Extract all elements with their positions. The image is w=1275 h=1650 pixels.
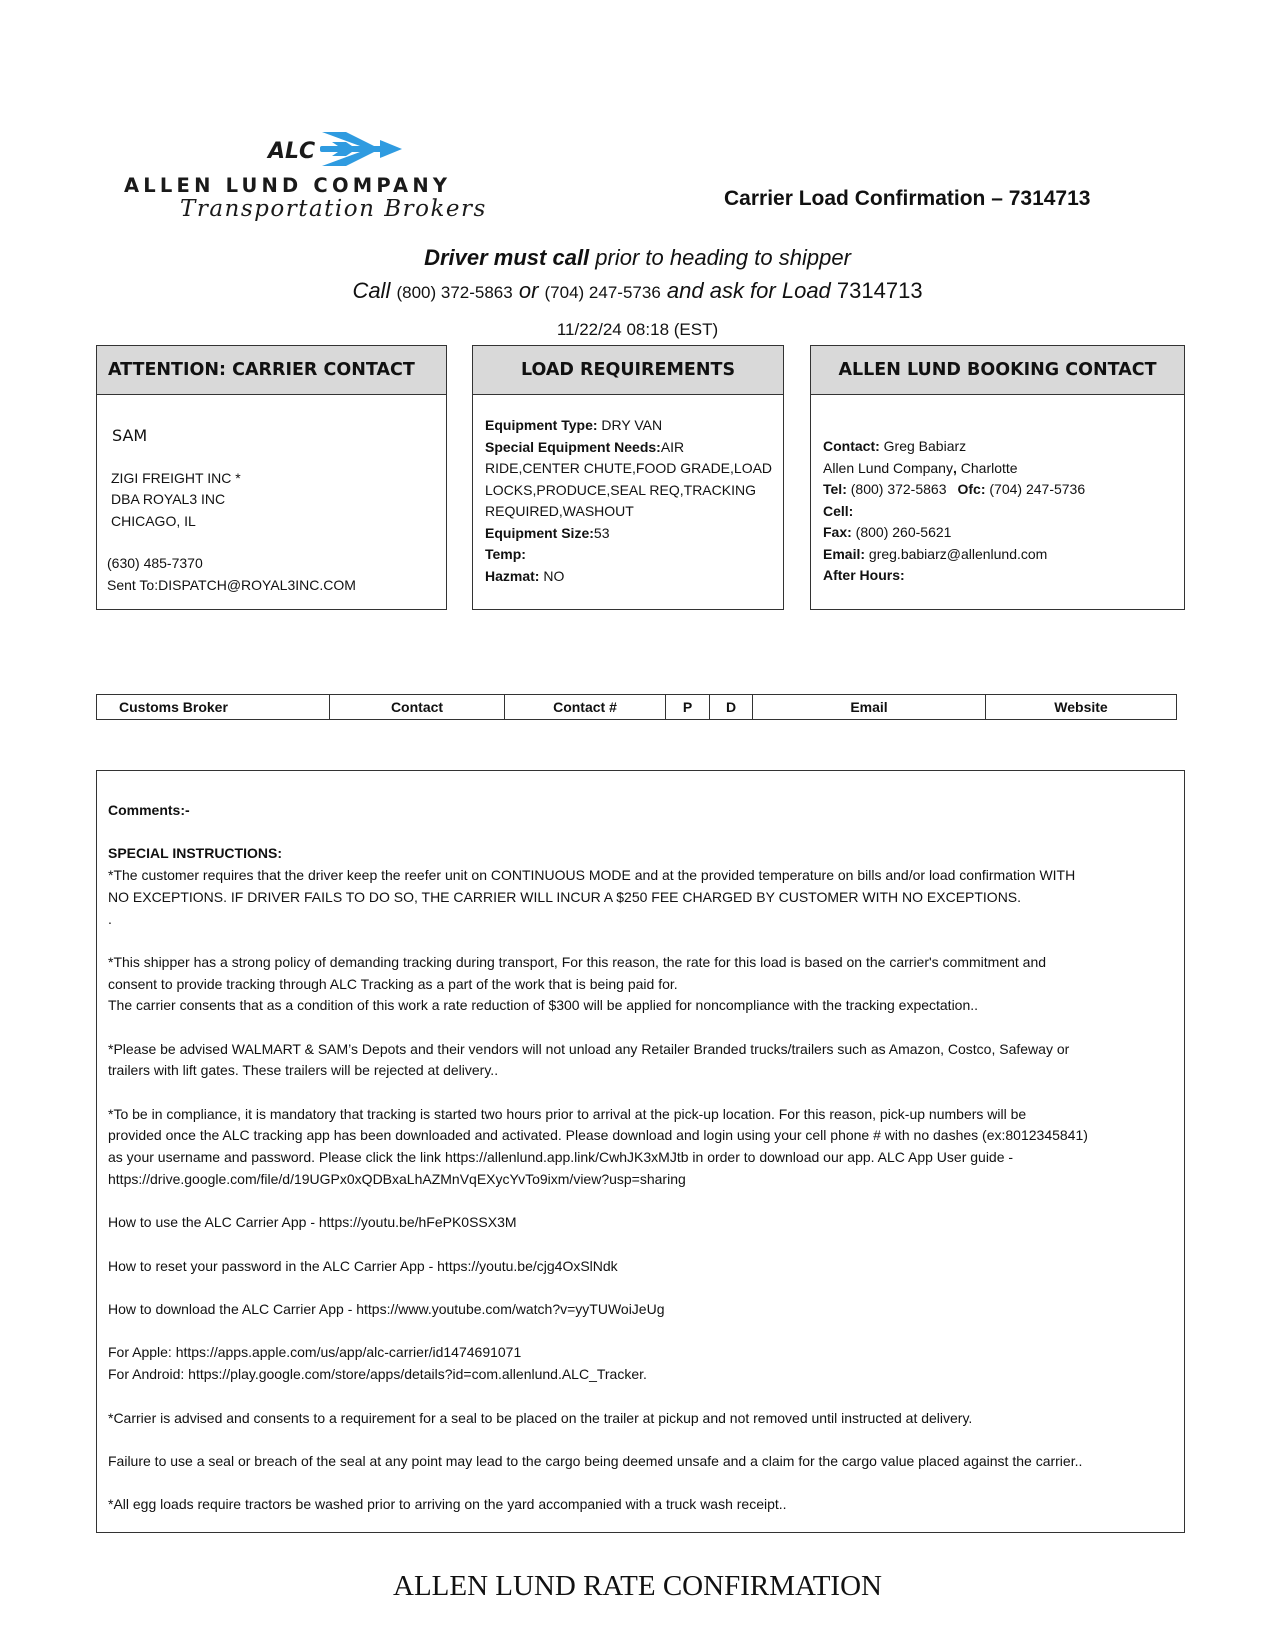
comments-content [108, 800, 1176, 1516]
hazmat-label: Hazmat: [485, 567, 540, 584]
customs-col-contact-number: Contact # [505, 695, 666, 720]
cell-label: Cell: [823, 502, 854, 519]
special-needs-label: Special Equipment Needs: [485, 438, 661, 455]
booking-office-row [823, 458, 1184, 480]
company-logo [124, 128, 594, 233]
customs-header-row [97, 695, 1177, 720]
comment-line: *To be in compliance, it is mandatory that tracking is started two hours prior to arrival at the pick-up location. For this reason, pick-up numbers will be [108, 1105, 1027, 1122]
contact-name: Greg Babiarz [879, 438, 967, 454]
carrier-contact-body [97, 425, 446, 596]
contact-label: Contact: [823, 438, 880, 454]
booking-contact-heading: ALLEN LUND BOOKING CONTACT [811, 346, 1184, 395]
booking-contact-box [810, 345, 1185, 610]
comment-line: For Apple: https://apps.apple.com/us/app/alc-carrier/id1474691071 [108, 1344, 522, 1361]
fax-label: Fax: [823, 524, 852, 540]
equipment-type-value: DRY VAN [597, 417, 663, 433]
comment-line: trailers with lift gates. These trailers will be rejected at delivery.. [108, 1062, 499, 1079]
logo-tagline: Transportation Brokers [180, 196, 487, 222]
comment-line: *The customer requires that the driver keep the reefer unit on CONTINUOUS MODE and at the provided temperature on bills and/or load confirmation WITH [108, 867, 1076, 884]
tel-label: Tel: [823, 481, 847, 497]
carrier-contact-heading: ATTENTION: CARRIER CONTACT [97, 346, 446, 395]
equipment-type-label: Equipment Type: [485, 417, 598, 433]
special-needs-line2: RIDE,CENTER CHUTE,FOOD GRADE,LOAD [485, 460, 773, 476]
load-requirements-body [473, 395, 783, 587]
footer-title: ALLEN LUND RATE CONFIRMATION [393, 1570, 882, 1602]
comment-line: *Please be advised WALMART & SAM’s Depots and their vendors will not unload any Retailer Branded trucks/trailers such as Amazon, Costco, Safeway or [108, 1040, 1070, 1057]
comment-line: as your username and password. Please click the link https://allenlund.app.link/CwhJK3xMJtb in order to download our app. ALC App User guide - [108, 1149, 1014, 1166]
logo-mark-text: ALC [268, 139, 316, 164]
carrier-phone: (630) 485-7370 [107, 555, 203, 571]
booking-fax-row [823, 522, 1184, 544]
booking-phone-row [823, 479, 1184, 501]
comment-line: How to download the ALC Carrier App - https://www.youtube.com/watch?v=yyTUWoiJeUg [108, 1301, 665, 1318]
comments-box [96, 770, 1185, 1533]
customs-col-contact: Contact [330, 695, 505, 720]
comment-line: *Carrier is advised and consents to a requirement for a seal to be placed on the trailer at pickup and not removed until instructed at delivery. [108, 1409, 973, 1426]
booking-after-hours-row [823, 565, 1184, 587]
driver-must-call-text: Driver must call [424, 245, 590, 270]
email-value: greg.babiarz@allenlund.com [865, 545, 1048, 562]
customs-col-broker: Customs Broker [97, 695, 330, 720]
comment-line: provided once the ALC tracking app has been downloaded and activated. Please download and login using your cell phone # with no dashes (ex:8012345841) [108, 1127, 1088, 1144]
special-instructions-heading: SPECIAL INSTRUCTIONS: [108, 845, 282, 862]
customs-col-email: Email [753, 695, 986, 720]
document-title: Carrier Load Confirmation – 7314713 [724, 187, 1091, 210]
booking-cell-row [823, 501, 1184, 523]
booking-email-row [823, 544, 1184, 566]
carrier-city: CHICAGO, IL [111, 512, 196, 529]
fax-value: (800) 260-5621 [851, 524, 952, 540]
carrier-sent-to: Sent To:DISPATCH@ROYAL3INC.COM [107, 576, 356, 593]
office-city: Charlotte [956, 459, 1018, 476]
driver-call-rest: prior to heading to shipper [589, 245, 851, 270]
load-number: 7314713 [836, 278, 923, 303]
booking-contact-body [811, 395, 1184, 587]
comment-line: How to reset your password in the ALC Carrier App - https://youtu.be/cjg4OxSlNdk [108, 1257, 618, 1274]
comment-line: . [108, 910, 112, 927]
special-needs-line3: LOCKS,PRODUCE,SEAL REQ,TRACKING [485, 481, 756, 498]
comment-line: https://drive.google.com/file/d/19UGPx0xQDBxaLhAZMnVqEXycYvTo9ixm/view?usp=sharing [108, 1170, 686, 1187]
equipment-size-row [485, 523, 783, 545]
comment-line: consent to provide tracking through ALC Tracking as a part of the work that is being paid for. [108, 975, 678, 992]
alc-airplane-icon [124, 128, 594, 178]
comment-line: *This shipper has a strong policy of demanding tracking during transport, For this reason, the rate for this load is based on the carrier's commitment and [108, 953, 1047, 970]
or-label: or [512, 278, 545, 303]
phone-primary: (800) 372-5863 [396, 283, 513, 302]
comment-line: How to use the ALC Carrier App - https://youtu.be/hFePK0SSX3M [108, 1214, 517, 1231]
booking-contact-row [823, 436, 1184, 458]
comment-line: For Android: https://play.google.com/store/apps/details?id=com.allenlund.ALC_Tracker. [108, 1366, 647, 1383]
load-requirements-box [472, 345, 784, 610]
carrier-dba: DBA ROYAL3 INC [111, 491, 226, 507]
tel-value: (800) 372-5863 [846, 481, 947, 497]
special-needs-line1: AIR [660, 438, 685, 455]
office-separator: , [952, 459, 957, 476]
phone-secondary: (704) 247-5736 [544, 283, 661, 302]
special-needs-row [485, 437, 783, 459]
comment-line: Failure to use a seal or breach of the seal at any point may lead to the cargo being deemed unsafe and a claim for the cargo value placed against the carrier.. [108, 1452, 1083, 1469]
load-requirements-heading: LOAD REQUIREMENTS [473, 346, 783, 395]
carrier-contact-box [96, 345, 447, 610]
hazmat-row [485, 566, 783, 588]
customs-col-p: P [666, 695, 710, 720]
carrier-contact-name: SAM [112, 426, 148, 445]
logo-company-name: ALLEN LUND COMPANY [124, 174, 452, 197]
comments-heading: Comments:- [108, 802, 190, 818]
comment-line: The carrier consents that as a condition of this work a rate reduction of $300 will be applied for noncompliance with the tracking expectation.. [108, 997, 979, 1014]
equipment-type-row [485, 415, 783, 437]
ask-for-load-label: and ask for Load [660, 278, 837, 303]
office-company: Allen Lund Company [823, 459, 953, 476]
customs-col-d: D [710, 695, 753, 720]
call-numbers-line [0, 278, 1275, 304]
driver-call-notice [0, 245, 1275, 271]
ofc-label: Ofc: [957, 481, 986, 497]
customs-broker-table [96, 694, 1177, 720]
temp-row [485, 544, 783, 566]
equipment-size-label: Equipment Size: [485, 524, 594, 541]
temp-label: Temp: [485, 546, 526, 562]
email-label: Email: [823, 545, 866, 562]
special-needs-line4: REQUIRED,WASHOUT [485, 503, 634, 519]
after-hours-label: After Hours: [823, 567, 905, 583]
equipment-size-value: 53 [593, 524, 610, 541]
ofc-value: (704) 247-5736 [985, 481, 1086, 497]
issue-datetime: 11/22/24 08:18 (EST) [556, 320, 719, 339]
comment-line: NO EXCEPTIONS. IF DRIVER FAILS TO DO SO, THE CARRIER WILL INCUR A $250 FEE CHARGED BY CUSTOMER WITH NO EXCEPTIONS. [108, 888, 1022, 905]
customs-col-website: Website [986, 695, 1177, 720]
carrier-company-name: ZIGI FREIGHT INC * [111, 469, 241, 486]
hazmat-value: NO [539, 567, 565, 584]
comment-line: *All egg loads require tractors be washed prior to arriving on the yard accompanied with a truck wash receipt.. [108, 1496, 787, 1513]
call-label: Call [352, 278, 397, 303]
